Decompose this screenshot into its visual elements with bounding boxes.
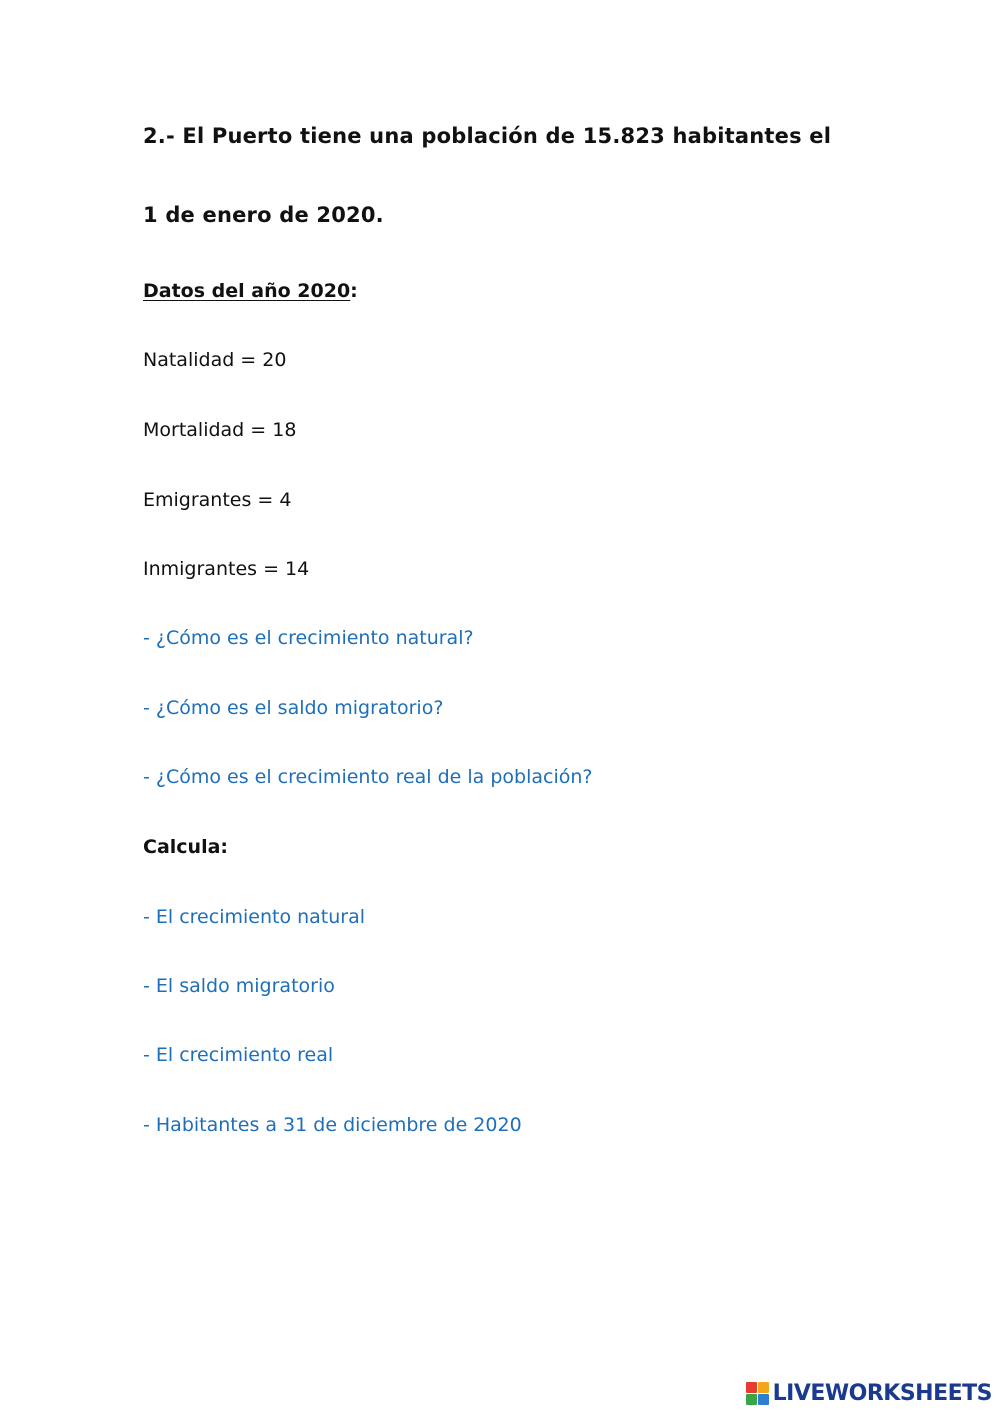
liveworksheets-logo-icon bbox=[746, 1382, 769, 1405]
logo-square-1 bbox=[746, 1382, 757, 1393]
data-section-heading bbox=[143, 282, 358, 301]
data-item-inmigrantes: Inmigrantes = 14 bbox=[143, 558, 310, 580]
calcula-item-crecimiento-natural: - El crecimiento natural bbox=[143, 906, 366, 928]
logo-square-2 bbox=[758, 1382, 769, 1393]
question-crecimiento-natural: - ¿Cómo es el crecimiento natural? bbox=[143, 627, 474, 649]
question-crecimiento-real: - ¿Cómo es el crecimiento real de la población? bbox=[143, 766, 593, 788]
data-section-heading-colon: : bbox=[350, 280, 358, 302]
exercise-title-line-1: 2.- El Puerto tiene una población de 15.823 habitantes el bbox=[143, 124, 832, 148]
calcula-item-habitantes: - Habitantes a 31 de diciembre de 2020 bbox=[143, 1114, 522, 1136]
liveworksheets-logo-text: LIVEWORKSHEETS bbox=[772, 1380, 992, 1406]
liveworksheets-logo bbox=[746, 1380, 992, 1406]
logo-square-3 bbox=[746, 1394, 757, 1405]
calcula-item-crecimiento-real: - El crecimiento real bbox=[143, 1044, 334, 1066]
logo-square-4 bbox=[758, 1394, 769, 1405]
exercise-title-line-2: 1 de enero de 2020. bbox=[143, 203, 384, 227]
calcula-heading: Calcula: bbox=[143, 836, 228, 858]
data-item-emigrantes: Emigrantes = 4 bbox=[143, 489, 292, 511]
calcula-item-saldo-migratorio: - El saldo migratorio bbox=[143, 975, 335, 997]
data-item-mortalidad: Mortalidad = 18 bbox=[143, 419, 297, 441]
data-section-heading-text: Datos del año 2020 bbox=[143, 280, 351, 302]
question-saldo-migratorio: - ¿Cómo es el saldo migratorio? bbox=[143, 697, 444, 719]
data-item-natalidad: Natalidad = 20 bbox=[143, 349, 287, 371]
